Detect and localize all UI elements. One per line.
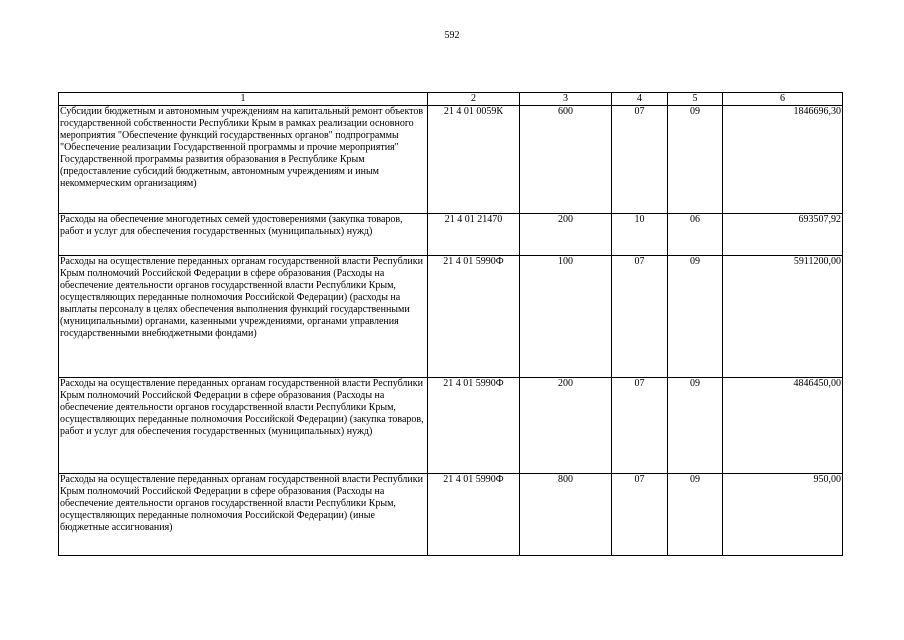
page-number: 592 xyxy=(444,30,460,41)
expense-type-code: 200 xyxy=(520,378,612,474)
section-code: 10 xyxy=(612,214,668,256)
section-code: 07 xyxy=(612,106,668,214)
table-row xyxy=(59,214,843,256)
column-header: 4 xyxy=(612,93,668,106)
subsection-code: 06 xyxy=(668,214,723,256)
budget-table xyxy=(58,92,843,556)
expense-description: Субсидии бюджетным и автономным учреждениям на капитальный ремонт объектов государственной собственности Республики Крым в рамках реализации основного мероприятия "Обеспечение функций государственных органов" подпрограммы "Обеспечение реализации Государственной программы и прочие мероприятия" Государственной программы развития образования в Республике Крым (предоставление субсидий бюджетным, автономным учреждениям и иным некоммерческим организациям) xyxy=(59,106,428,214)
amount: 693507,92 xyxy=(723,214,843,256)
target-article-code: 21 4 01 21470 xyxy=(428,214,520,256)
table-row xyxy=(59,256,843,378)
column-header: 5 xyxy=(668,93,723,106)
column-header: 6 xyxy=(723,93,843,106)
table-row xyxy=(59,106,843,214)
column-header: 1 xyxy=(59,93,428,106)
target-article-code: 21 4 01 5990Ф xyxy=(428,378,520,474)
expense-type-code: 200 xyxy=(520,214,612,256)
table-row xyxy=(59,378,843,474)
amount: 5911200,00 xyxy=(723,256,843,378)
section-code: 07 xyxy=(612,474,668,556)
subsection-code: 09 xyxy=(668,378,723,474)
expense-description: Расходы на обеспечение многодетных семей удостоверениями (закупка товаров, работ и услуг для обеспечения государственных (муниципальных) нужд) xyxy=(59,214,428,256)
table-row xyxy=(59,474,843,556)
expense-description: Расходы на осуществление переданных органам государственной власти Республики Крым полномочий Российской Федерации в сфере образования (Расходы на обеспечение деятельности органов государственной власти Республики Крым, осуществляющих переданные полномочия Российской Федерации) (расходы на выплаты персоналу в целях обеспечения выполнения функций государственными (муниципальными) органами, казенными учреждениями, органами управления государственными внебюджетными фондами) xyxy=(59,256,428,378)
target-article-code: 21 4 01 5990Ф xyxy=(428,474,520,556)
amount: 1846696,30 xyxy=(723,106,843,214)
section-code: 07 xyxy=(612,378,668,474)
subsection-code: 09 xyxy=(668,256,723,378)
target-article-code: 21 4 01 0059К xyxy=(428,106,520,214)
target-article-code: 21 4 01 5990Ф xyxy=(428,256,520,378)
subsection-code: 09 xyxy=(668,106,723,214)
amount: 4846450,00 xyxy=(723,378,843,474)
column-header: 2 xyxy=(428,93,520,106)
amount: 950,00 xyxy=(723,474,843,556)
expense-description: Расходы на осуществление переданных органам государственной власти Республики Крым полномочий Российской Федерации в сфере образования (Расходы на обеспечение деятельности органов государственной власти Республики Крым, осуществляющих переданные полномочия Российской Федерации) (закупка товаров, работ и услуг для обеспечения государственных (муниципальных) нужд) xyxy=(59,378,428,474)
expense-type-code: 100 xyxy=(520,256,612,378)
section-code: 07 xyxy=(612,256,668,378)
expense-type-code: 600 xyxy=(520,106,612,214)
column-header: 3 xyxy=(520,93,612,106)
table-header-row xyxy=(59,93,843,106)
expense-type-code: 800 xyxy=(520,474,612,556)
subsection-code: 09 xyxy=(668,474,723,556)
expense-description: Расходы на осуществление переданных органам государственной власти Республики Крым полномочий Российской Федерации в сфере образования (Расходы на обеспечение деятельности органов государственной власти Республики Крым, осуществляющих переданные полномочия Российской Федерации) (иные бюджетные ассигнования) xyxy=(59,474,428,556)
